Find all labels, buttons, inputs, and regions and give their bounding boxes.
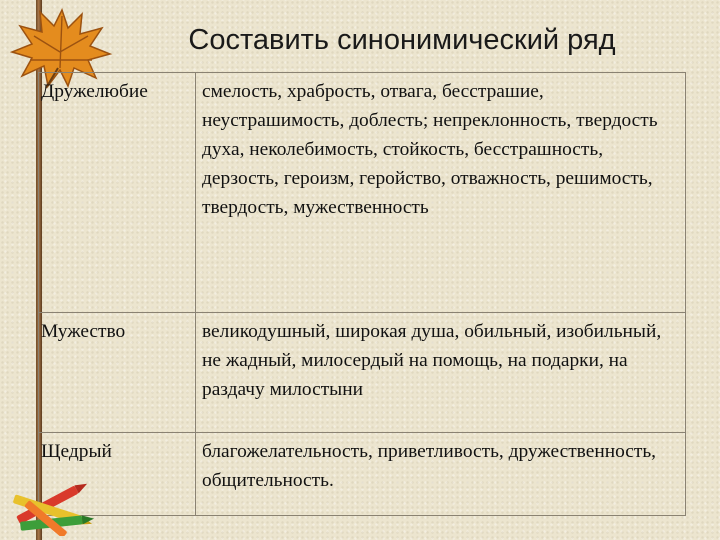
- synonyms-cell: смелость, храбрость, отвага, бесстрашие, неустрашимость, доблесть; непреклонность, твердость духа, неколебимость, стойкость, бесстрашность, дерзость, героизм, геройство, отважность, решимость, твердость, мужественность: [196, 73, 686, 313]
- word-cell: Щедрый: [39, 433, 196, 516]
- synonyms-cell: великодушный, широкая душа, обильный, изобильный, не жадный, милосердый на помощь, на подарки, на раздачу милостыни: [196, 313, 686, 433]
- table-row: [39, 433, 686, 516]
- word-cell: Дружелюбие: [39, 73, 196, 313]
- word-cell: Мужество: [39, 313, 196, 433]
- synonyms-cell: благожелательность, приветливость, дружественность, общительность.: [196, 433, 686, 516]
- crayons-icon: [2, 476, 112, 536]
- table-row: [39, 73, 686, 313]
- synonym-table: [38, 72, 686, 516]
- slide-title: Составить синонимический ряд: [188, 24, 616, 56]
- table-row: [39, 313, 686, 433]
